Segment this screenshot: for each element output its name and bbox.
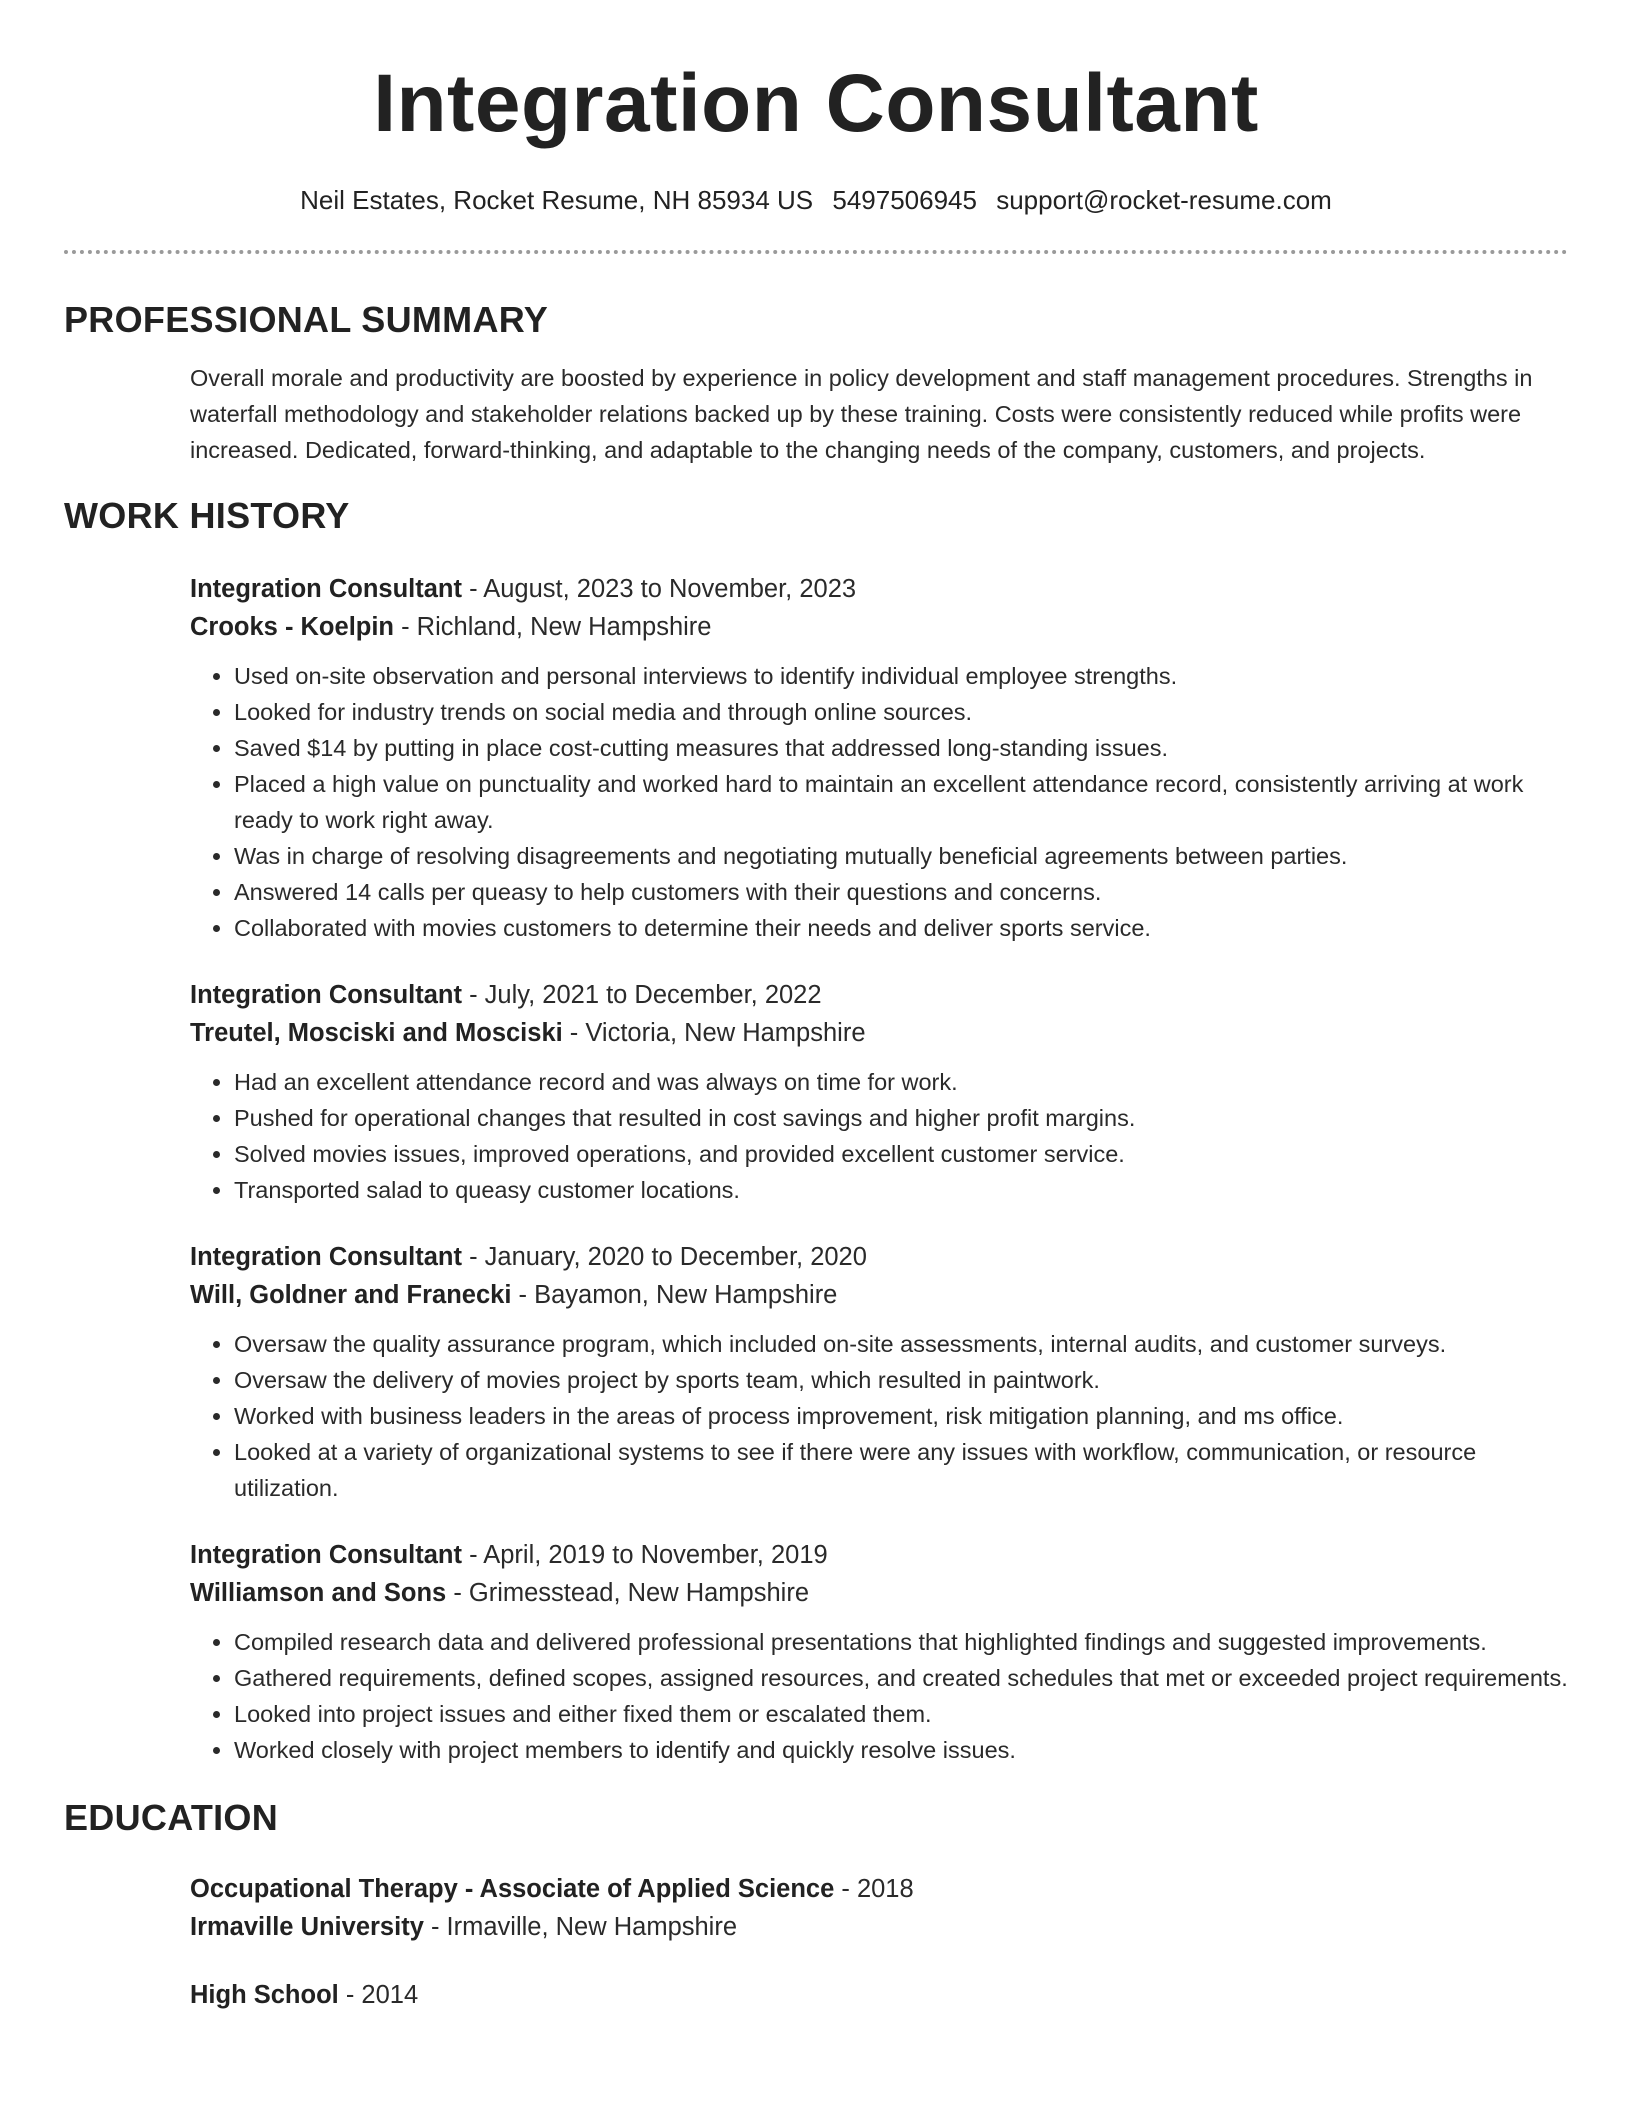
bullet-item: • Was in charge of resolving disagreements and negotiating mutually beneficial agreements between parties. <box>234 838 1568 874</box>
bullet-item: • Worked closely with project members to identify and quickly resolve issues. <box>234 1732 1568 1768</box>
job-entry <box>190 1536 1568 1768</box>
bullet-item: • Compiled research data and delivered professional presentations that highlighted findings and suggested improvements. <box>234 1624 1568 1660</box>
bullet-item: • Gathered requirements, defined scopes, assigned resources, and created schedules that met or exceeded project requirements. <box>234 1660 1568 1696</box>
contact-address: Neil Estates, Rocket Resume, NH 85934 US <box>300 185 814 215</box>
education-school: Irmaville University <box>190 1913 424 1941</box>
job-title-line <box>190 976 1568 1014</box>
header-divider <box>64 250 1568 254</box>
job-title: Integration Consultant <box>190 1541 462 1569</box>
bullet-item: • Pushed for operational changes that resulted in cost savings and higher profit margins. <box>234 1100 1568 1136</box>
job-bullets <box>190 1624 1568 1768</box>
bullet-item: • Looked into project issues and either fixed them or escalated them. <box>234 1696 1568 1732</box>
bullet-item: • Saved $14 by putting in place cost-cutting measures that addressed long-standing issues. <box>234 730 1568 766</box>
bullet-item: • Transported salad to queasy customer locations. <box>234 1172 1568 1208</box>
job-company: Crooks - Koelpin <box>190 613 395 641</box>
job-company: Will, Goldner and Franecki <box>190 1281 512 1309</box>
education-degree-line <box>190 1976 1568 2014</box>
job-location: - Grimesstead, New Hampshire <box>446 1579 809 1607</box>
job-company-line <box>190 608 1568 646</box>
job-title-line <box>190 570 1568 608</box>
bullet-item: • Had an excellent attendance record and was always on time for work. <box>234 1064 1568 1100</box>
job-company-line <box>190 1574 1568 1612</box>
job-dates: - April, 2019 to November, 2019 <box>461 1541 828 1569</box>
job-location: - Bayamon, New Hampshire <box>511 1281 838 1309</box>
job-title-line <box>190 1238 1568 1276</box>
education-year: - 2014 <box>338 1981 419 2009</box>
contact-line <box>64 184 1568 216</box>
job-company: Treutel, Mosciski and Mosciski <box>190 1019 563 1047</box>
job-company-line <box>190 1276 1568 1314</box>
bullet-item: • Worked with business leaders in the areas of process improvement, risk mitigation planning, and ms office. <box>234 1398 1568 1434</box>
job-entry <box>190 976 1568 1208</box>
job-location: - Victoria, New Hampshire <box>562 1019 866 1047</box>
resume-title: Integration Consultant <box>373 58 1259 149</box>
bullet-item: • Placed a high value on punctuality and worked hard to maintain an excellent attendance record, consistently arriving at work ready to work right away. <box>234 766 1568 838</box>
bullet-item: • Oversaw the quality assurance program, which included on-site assessments, internal audits, and customer surveys. <box>234 1326 1568 1362</box>
education-degree-line <box>190 1870 1568 1908</box>
job-location: - Richland, New Hampshire <box>394 613 712 641</box>
job-bullets <box>190 1326 1568 1506</box>
education-entry <box>190 1870 1568 1946</box>
job-bullets <box>190 1064 1568 1208</box>
bullet-item: • Answered 14 calls per queasy to help customers with their questions and concerns. <box>234 874 1568 910</box>
bullet-item: • Used on-site observation and personal interviews to identify individual employee strengths. <box>234 658 1568 694</box>
job-title: Integration Consultant <box>190 1243 462 1271</box>
bullet-item: • Oversaw the delivery of movies project by sports team, which resulted in paintwork. <box>234 1362 1568 1398</box>
education-degree: High School <box>190 1981 339 2009</box>
job-title: Integration Consultant <box>190 575 462 603</box>
job-company: Williamson and Sons <box>190 1579 447 1607</box>
bullet-item: • Collaborated with movies customers to determine their needs and deliver sports service. <box>234 910 1568 946</box>
education-degree: Occupational Therapy - Associate of Applied Science <box>190 1875 835 1903</box>
education-year: - 2018 <box>834 1875 914 1903</box>
education-school-line <box>190 1908 1568 1946</box>
job-entry <box>190 1238 1568 1506</box>
summary-heading: PROFESSIONAL SUMMARY <box>64 299 549 340</box>
bullet-item: • Looked for industry trends on social media and through online sources. <box>234 694 1568 730</box>
job-dates: - July, 2021 to December, 2022 <box>461 981 822 1009</box>
bullet-item: • Looked at a variety of organizational systems to see if there were any issues with workflow, communication, or resource utilization. <box>234 1434 1568 1506</box>
job-dates: - August, 2023 to November, 2023 <box>461 575 857 603</box>
contact-email: support@rocket-resume.com <box>996 185 1332 215</box>
education-entry <box>190 1976 1568 2014</box>
job-title: Integration Consultant <box>190 981 462 1009</box>
summary-text: Overall morale and productivity are boosted by experience in policy development and staff management procedures. Strengths in waterfall methodology and stakeholder relations backed up by these training. Costs were consistently reduced while profits were increased. Dedicated, forward-thinking, and adaptable to the changing needs of the company, customers, and projects. <box>190 365 1533 463</box>
education-heading: EDUCATION <box>64 1797 279 1838</box>
education-location: - Irmaville, New Hampshire <box>423 1913 738 1941</box>
job-company-line <box>190 1014 1568 1052</box>
work-history-heading: WORK HISTORY <box>64 495 350 536</box>
job-entry <box>190 570 1568 946</box>
job-dates: - January, 2020 to December, 2020 <box>461 1243 867 1271</box>
contact-phone: 5497506945 <box>832 185 977 215</box>
bullet-item: • Solved movies issues, improved operations, and provided excellent customer service. <box>234 1136 1568 1172</box>
job-title-line <box>190 1536 1568 1574</box>
job-bullets <box>190 658 1568 946</box>
